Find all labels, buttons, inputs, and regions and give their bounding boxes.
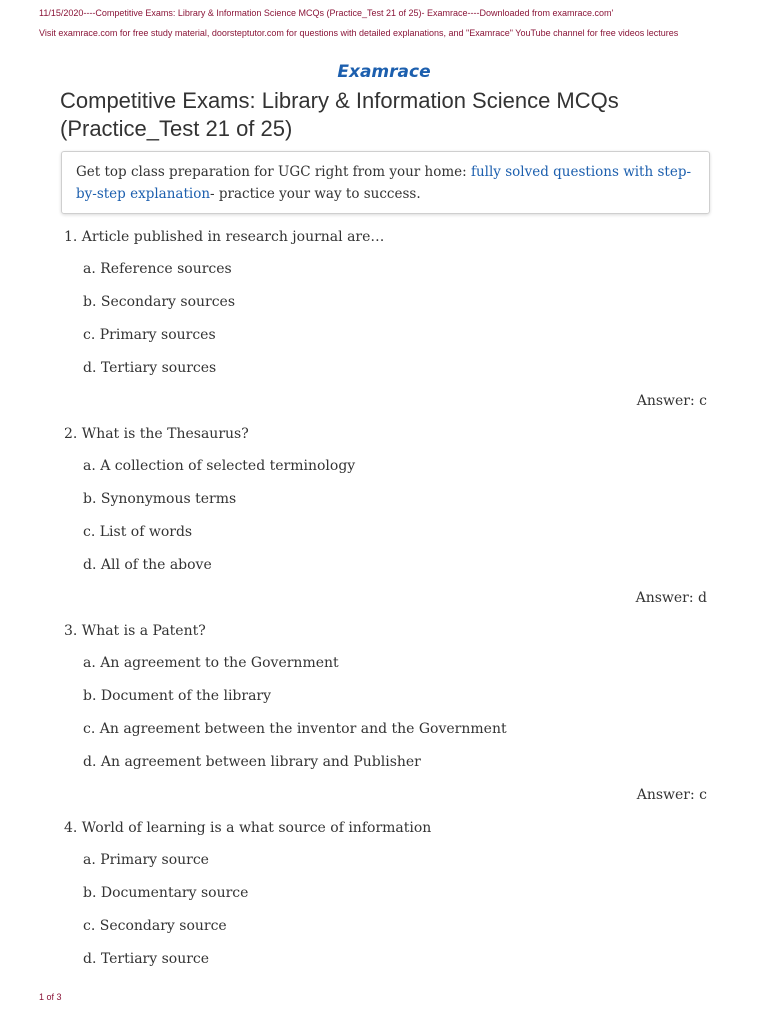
question-4-text: 4. World of learning is a what source of information	[64, 820, 432, 836]
promo-box	[61, 151, 710, 214]
question-1-option-a: a. Reference sources	[83, 261, 232, 277]
question-3-option-b: b. Document of the library	[83, 688, 272, 704]
question-4-option-a: a. Primary source	[83, 852, 209, 868]
question-2-text: 2. What is the Thesaurus?	[64, 426, 249, 442]
question-4-option-c: c. Secondary source	[83, 918, 227, 934]
question-2-option-a: a. A collection of selected terminology	[83, 458, 356, 474]
question-1-answer: Answer: c	[636, 393, 707, 409]
promo-link[interactable]: fully solved questions with step-by-step explanation	[76, 164, 692, 202]
visit-info-line: Visit examrace.com for free study material, doorsteptutor.com for questions with detailed explanations, and "Examrace" YouTube channel for free videos lectures	[39, 28, 679, 38]
promo-text-before: Get top class preparation for UGC right from your home:	[76, 164, 471, 180]
question-1-option-d: d. Tertiary sources	[83, 360, 217, 376]
page-number: 1 of 3	[39, 992, 62, 1002]
question-3-option-c: c. An agreement between the inventor and the Government	[83, 721, 507, 737]
promo-text-after: - practice your way to success.	[210, 186, 421, 202]
question-1-option-c: c. Primary sources	[83, 327, 216, 343]
question-2-answer: Answer: d	[635, 590, 707, 606]
question-1-text: 1. Article published in research journal are…	[64, 229, 385, 245]
question-3-option-d: d. An agreement between library and Publisher	[83, 754, 421, 770]
question-2-option-b: b. Synonymous terms	[83, 491, 237, 507]
question-2-option-c: c. List of words	[83, 524, 193, 540]
question-2-option-d: d. All of the above	[83, 557, 212, 573]
brand-logo-text[interactable]: Examrace	[337, 62, 431, 82]
question-3-option-a: a. An agreement to the Government	[83, 655, 339, 671]
page-title: Competitive Exams: Library & Information Science MCQs (Practice_Test 21 of 25)	[60, 88, 619, 141]
question-4-option-d: d. Tertiary source	[83, 951, 210, 967]
question-4-option-b: b. Documentary source	[83, 885, 249, 901]
question-1-option-b: b. Secondary sources	[83, 294, 236, 310]
question-3-text: 3. What is a Patent?	[64, 623, 206, 639]
download-header-line: 11/15/2020----Competitive Exams: Library & Information Science MCQs (Practice_Test 21 of 25)- Examrace----Downloaded from examrace.com'	[39, 8, 614, 18]
question-3-answer: Answer: c	[636, 787, 707, 803]
